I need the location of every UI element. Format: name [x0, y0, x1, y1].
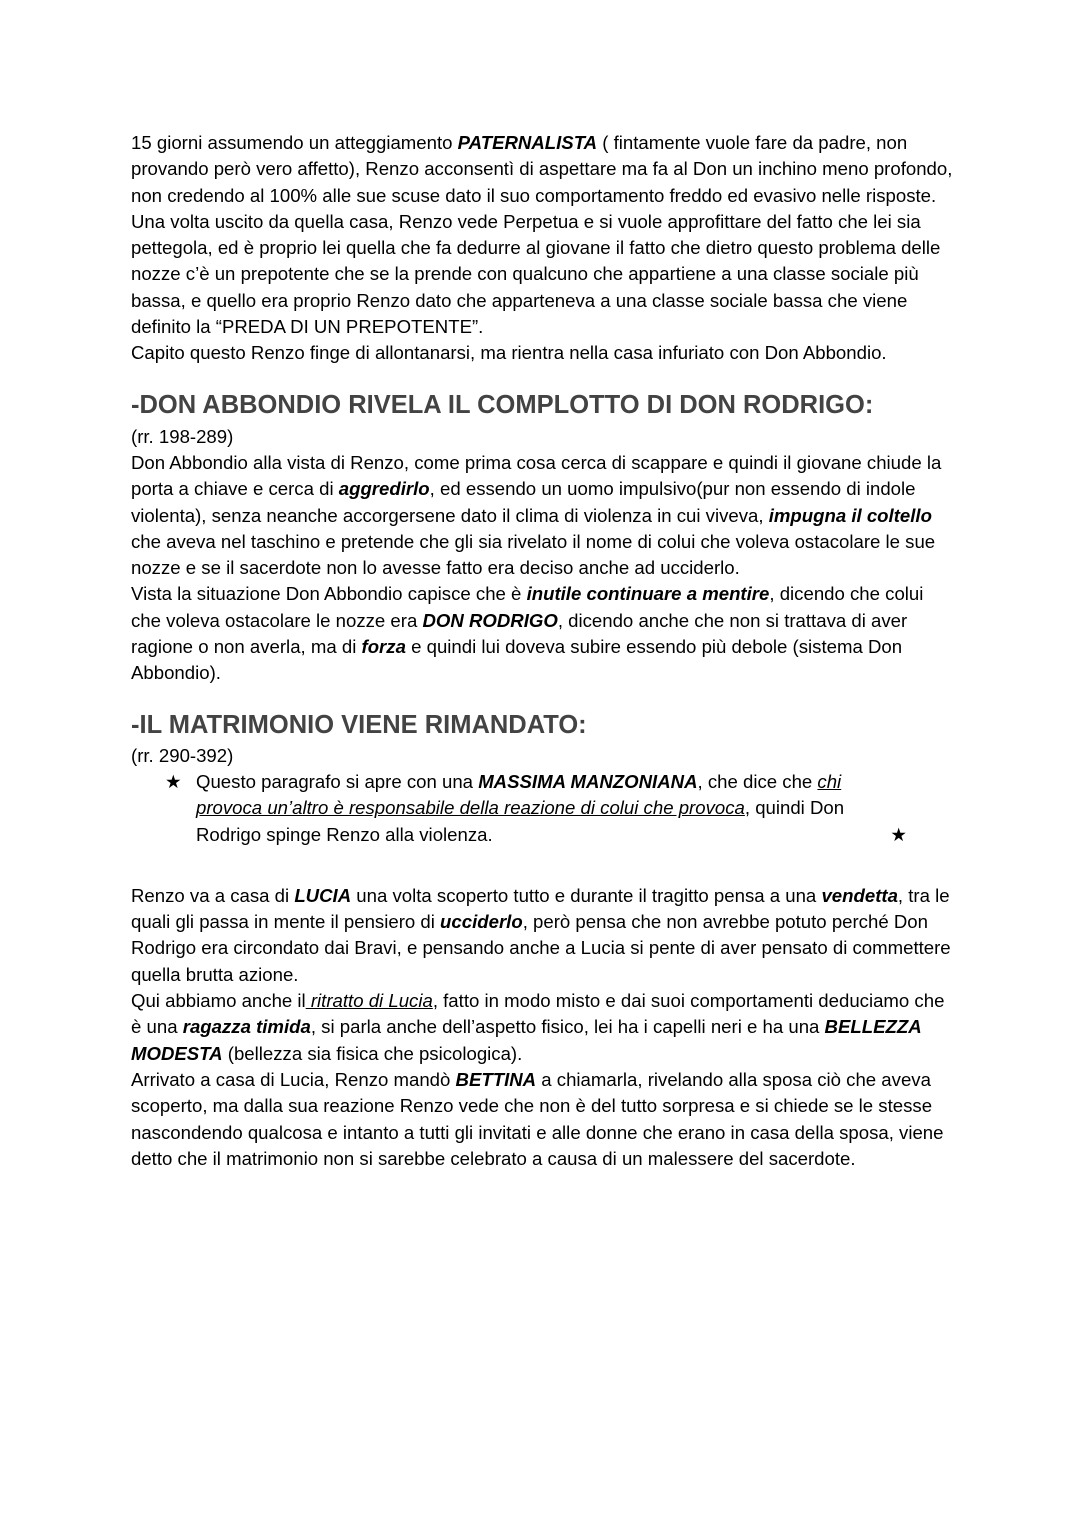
section-heading: -IL MATRIMONIO VIENE RIMANDATO:: [131, 710, 587, 739]
paragraph: [131, 1067, 953, 1172]
star-bullet-icon: ★: [165, 770, 182, 792]
text-run: Vista la situazione Don Abbondio capisce che è: [131, 583, 527, 605]
document-page: [131, 130, 953, 1172]
text-run: Don Abbondio alla vista di Renzo, come prima cosa cerca di scappare e quindi il giovane chiude la porta a chiave e cerca di: [131, 451, 942, 500]
text-run: , dicendo che colui che voleva ostacolare le nozze era: [131, 583, 924, 631]
text-run: , però pensa che non avrebbe potuto perché Don Rodrigo era circondato dai Bravi, e pensando anche a Lucia si pente di aver pensato di commettere quella brutta azione.: [131, 911, 951, 985]
section-heading: -DON ABBONDIO RIVELA IL COMPLOTTO DI DON RODRIGO:: [131, 390, 874, 419]
text-run: Arrivato a casa di Lucia, Renzo mandò: [131, 1068, 456, 1090]
emphasis-text: LUCIA: [294, 884, 352, 906]
text-run: Una volta uscito da quella casa, Renzo vede Perpetua e si vuole approfittare del fatto che lei sia pettegola, ed è proprio lei quella che fa dedurre al giovane il fatto che dietro questo problema delle nozze c’è un prepotente che se la prende con qualcuno che appartiene a una classe sociale più bassa, e quello era proprio Renzo dato che apparteneva a una classe sociale bassa che viene definito la “PREDA DI UN PREPOTENTE”.: [131, 210, 941, 338]
paragraph: [131, 130, 953, 209]
text-run: Renzo va a casa di: [131, 884, 295, 906]
emphasis-text: BETTINA: [455, 1068, 537, 1090]
bullet-item: [131, 769, 953, 848]
text-run: a chiamarla, rivelando alla sposa ciò che aveva scoperto, ma dalla sua reazione Renzo vede che non è del tutto sorpresa e si chiede se le stesse nascondendo qualcosa e intanto a tutti gli invitati e alle donne che erano in casa della sposa, viene detto che il matrimonio non si sarebbe celebrato a causa di un malessere del sacerdote.: [131, 1068, 944, 1169]
text-run: , quindi Don Rodrigo spinge Renzo alla violenza.: [196, 797, 845, 845]
text-run: (rr. 290-392): [131, 744, 234, 766]
emphasis-text: inutile continuare a mentire: [526, 583, 770, 605]
text-run: , si parla anche dell’aspetto fisico, lei ha i capelli neri e ha una: [310, 1016, 825, 1038]
emphasis-text: ucciderlo: [440, 911, 523, 933]
text-run: (bellezza sia fisica che psicologica).: [222, 1042, 523, 1064]
paragraph: [131, 340, 953, 366]
text-run: Capito questo Renzo finge di allontanarsi, ma rientra nella casa infuriato con Don Abbondio.: [131, 342, 887, 364]
paragraph: [131, 450, 953, 581]
text-run: (rr. 198-289): [131, 425, 234, 447]
emphasis-text: aggredirlo: [338, 478, 430, 500]
text-run: , dicendo anche che non si trattava di aver ragione o non averla, ma di: [131, 609, 908, 658]
emphasis-text: impugna il coltello: [768, 504, 932, 526]
underlined-text: chi provoca un’altro è responsabile della reazione di colui che provoca: [196, 770, 842, 819]
text-run: , tra le quali gli passa in mente il pensiero di: [131, 884, 950, 933]
emphasis-text: forza: [361, 636, 406, 658]
paragraph: [131, 209, 953, 340]
emphasis-text: BELLEZZA MODESTA: [131, 1016, 921, 1064]
emphasis-text: ragazza timida: [182, 1016, 311, 1038]
text-run: Questo paragrafo si apre con una: [196, 770, 479, 792]
emphasis-text: vendetta: [821, 884, 898, 906]
emphasis-text: MASSIMA MANZONIANA: [478, 770, 698, 792]
paragraph: [131, 424, 953, 450]
emphasis-text: PATERNALISTA: [457, 132, 598, 153]
paragraph: [131, 743, 953, 769]
text-run: una volta scoperto tutto e durante il tragitto pensa a una: [351, 884, 822, 906]
text-run: che aveva nel taschino e pretende che gli sia rivelato il nome di colui che voleva ostacolare le sue nozze e se il sacerdote non lo avesse fatto era deciso anche ad ucciderlo.: [131, 530, 936, 579]
star-bullet-icon: ★: [890, 823, 907, 845]
paragraph: [131, 988, 953, 1067]
paragraph: [131, 581, 953, 686]
emphasis-text: DON RODRIGO: [422, 609, 558, 631]
text-run: 15 giorni assumendo un atteggiamento: [131, 132, 458, 153]
text-run: , fatto in modo misto e dai suoi comportamenti deduciamo che è una: [131, 990, 945, 1038]
text-run: Qui abbiamo anche il: [131, 990, 306, 1012]
text-run: , ed essendo un uomo impulsivo(pur non essendo di indole violenta), senza neanche accorgersene dato il clima di violenza in cui viveva,: [131, 478, 916, 526]
text-run: e quindi lui doveva subire essendo più debole (sistema Don Abbondio).: [131, 636, 903, 684]
text-run: ( fintamente vuole fare da padre, non provando però vero affetto), Renzo acconsentì di aspettare ma fa al Don un inchino meno profondo, non credendo al 100% alle sue scuse dato il suo comportamento freddo ed evasivo nelle risposte.: [131, 132, 953, 206]
paragraph: [131, 883, 953, 988]
underlined-text: ritratto di Lucia: [305, 990, 433, 1012]
text-run: , che dice che: [697, 770, 818, 792]
